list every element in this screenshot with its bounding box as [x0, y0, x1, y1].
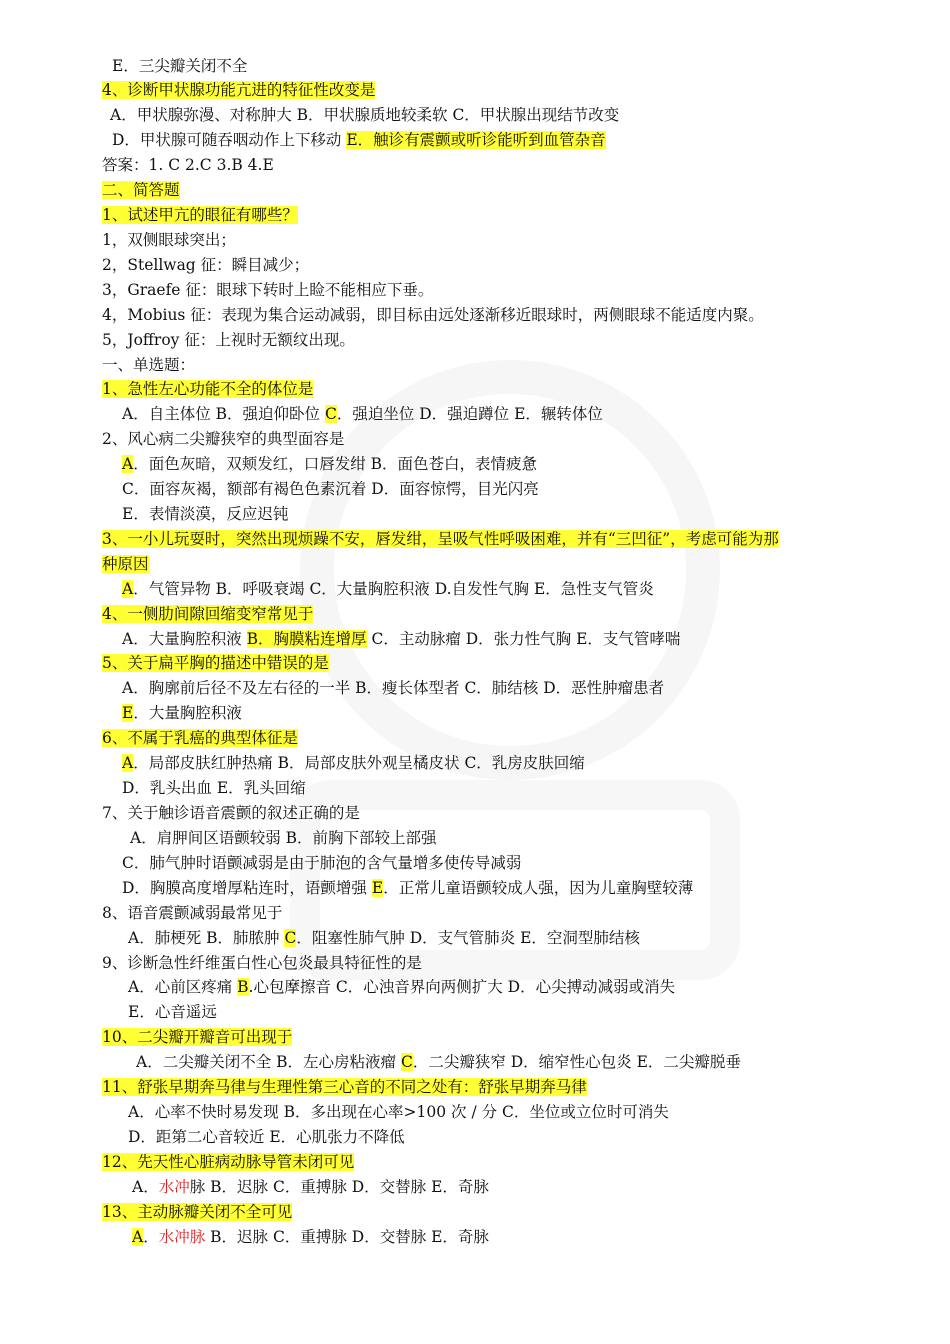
highlighted-text: 6、不属于乳癌的典型体征是 [102, 729, 298, 747]
text-line [102, 303, 764, 327]
text-segment: A． [132, 1178, 159, 1196]
text-line [102, 328, 355, 352]
text-segment: .心包摩擦音 C．心浊音界向两侧扩大 D．心尖搏动减弱或消失 [248, 978, 676, 996]
text-line [102, 527, 779, 551]
text-segment: C．肺气肿时语颤减弱是由于肺泡的含气量增多使传导减弱 [122, 854, 522, 872]
red-text: 水冲 [158, 1178, 190, 1196]
text-segment: ．局部皮肤红肿热痛 B．局部皮肤外观呈橘皮状 C．乳房皮肤回缩 [133, 754, 585, 772]
highlighted-text: A [122, 754, 134, 772]
text-segment: 答案：1. C 2.C 3.B 4.E [102, 156, 274, 174]
text-line [102, 1025, 292, 1049]
highlighted-text: E [371, 879, 384, 897]
text-line [122, 851, 521, 875]
text-line [132, 1225, 489, 1249]
text-segment: D．甲状腺可随吞咽动作上下移动 [112, 131, 347, 149]
text-segment: 一、单选题： [102, 356, 196, 374]
highlighted-text: 种原因 [102, 555, 149, 573]
text-segment: 4，Mobius 征：表现为集合运动减弱，即目标由远处逐渐移近眼球时，两侧眼球不能适度内聚。 [102, 306, 764, 324]
text-line [130, 826, 437, 850]
text-segment: A．肩胛间区语颤较弱 B．前胸下部较上部强 [130, 829, 437, 847]
text-segment: ．阻塞性肺气肿 D．支气管肺炎 E．空洞型肺结核 [296, 929, 640, 947]
text-line [102, 1200, 292, 1224]
text-line [112, 54, 247, 78]
text-line [102, 153, 274, 177]
highlighted-text: E．触诊有震颤或听诊能听到血管杂音 [346, 131, 606, 149]
text-line [128, 1000, 217, 1024]
highlighted-text: A [122, 580, 134, 598]
text-line [128, 975, 675, 999]
text-segment: A．胸廓前后径不及左右径的一半 B．瘦长体型者 C．肺结核 D．恶性肿瘤患者 [122, 679, 665, 697]
highlighted-text: 10、二尖瓣开瓣音可出现于 [102, 1028, 293, 1046]
text-segment: A．甲状腺弥漫、对称肿大 B．甲状腺质地较柔软 C．甲状腺出现结节改变 [110, 106, 620, 124]
text-line [122, 502, 288, 526]
text-segment: D．距第二心音较近 E．心肌张力不降低 [128, 1128, 405, 1146]
text-line [102, 602, 313, 626]
text-segment: 2、风心病二尖瓣狭窄的典型面容是 [102, 430, 345, 448]
highlighted-text: 4、一侧肋间隙回缩变窄常见于 [102, 605, 314, 623]
text-segment: ．二尖瓣狭窄 D．缩窄性心包炎 E．二尖瓣脱垂 [412, 1053, 741, 1071]
text-segment: E．心音遥远 [128, 1003, 217, 1021]
text-line [102, 552, 149, 576]
highlighted-text: 5、关于扁平胸的描述中错误的是 [102, 654, 329, 672]
text-segment: A．心前区疼痛 [128, 978, 238, 996]
highlighted-text: 11、舒张早期奔马律与生理性第三心音的不同之处有：舒张早期奔马律 [102, 1078, 587, 1096]
text-segment: A．二尖瓣关闭不全 B．左心房粘液瘤 [136, 1053, 401, 1071]
text-line [122, 452, 537, 476]
text-line [102, 377, 313, 401]
text-segment: 脉 B．迟脉 C．重搏脉 D．交替脉 E．奇脉 [189, 1178, 489, 1196]
text-segment: C．主动脉瘤 D．张力性气胸 E．支气管哮喘 [366, 630, 681, 648]
text-segment: A．自主体位 B．强迫仰卧位 [122, 405, 325, 423]
text-segment: A．肺梗死 B．肺脓肿 [128, 929, 285, 947]
highlighted-text: B．胸膜粘连增厚 [246, 630, 367, 648]
text-line [102, 901, 282, 925]
text-segment: E．表情淡漠，反应迟钝 [122, 505, 289, 523]
text-line [102, 178, 180, 202]
text-segment: ． [143, 1228, 159, 1246]
text-segment: D．胸膜高度增厚粘连时，语颤增强 [122, 879, 372, 897]
text-line [122, 627, 680, 651]
text-line [122, 876, 693, 900]
highlighted-text: 1、急性左心功能不全的体位是 [102, 380, 314, 398]
text-segment: ．面色灰暗，双颊发红，口唇发绀 B．面色苍白，表情疲惫 [133, 455, 538, 473]
text-segment: 2，Stellwag 征：瞬目减少； [102, 256, 310, 274]
text-line [102, 427, 344, 451]
text-line [102, 951, 422, 975]
text-line [128, 1100, 669, 1124]
text-segment: 3，Graefe 征：眼球下转时上睑不能相应下垂。 [102, 281, 434, 299]
text-line [122, 402, 603, 426]
text-segment: 7、关于触诊语音震颤的叙述正确的是 [102, 804, 360, 822]
text-segment: ．正常儿童语颤较成人强，因为儿童胸壁较薄 [383, 879, 694, 897]
text-line [136, 1050, 741, 1074]
text-line [122, 676, 664, 700]
text-line [122, 477, 539, 501]
highlighted-text: E [122, 704, 134, 722]
highlighted-text: B [237, 978, 249, 996]
text-line [102, 253, 309, 277]
text-line [122, 577, 654, 601]
text-line [102, 726, 298, 750]
text-segment: D．乳头出血 E．乳头回缩 [122, 779, 306, 797]
text-line [112, 128, 606, 152]
text-line [102, 651, 329, 675]
text-line [122, 776, 306, 800]
text-segment: 8、语音震颤减弱最常见于 [102, 904, 283, 922]
highlighted-text: 4、诊断甲状腺功能亢进的特征性改变是 [102, 81, 376, 99]
text-line [122, 701, 242, 725]
text-line [102, 278, 433, 302]
highlighted-text: A [122, 455, 134, 473]
text-segment: A．大量胸腔积液 [122, 630, 247, 648]
highlighted-text: C [324, 405, 337, 423]
text-segment: 1，双侧眼球突出； [102, 231, 236, 249]
text-line [102, 801, 360, 825]
highlighted-text: 13、主动脉瓣关闭不全可见 [102, 1203, 293, 1221]
highlighted-text: 1、试述甲亢的眼征有哪些？ [102, 206, 298, 224]
text-line [102, 203, 298, 227]
text-line [102, 1150, 354, 1174]
text-segment: A．心率不快时易发现 B．多出现在心率>100 次 / 分 C．坐位或立位时可消失 [128, 1103, 669, 1121]
text-line [102, 353, 195, 377]
highlighted-text: A [132, 1228, 144, 1246]
text-line [110, 103, 619, 127]
text-line [128, 1125, 405, 1149]
text-segment: B．迟脉 C．重搏脉 D．交替脉 E．奇脉 [205, 1228, 489, 1246]
text-line [122, 751, 585, 775]
text-line [102, 228, 236, 252]
text-segment: ．大量胸腔积液 [133, 704, 242, 722]
text-segment: 5，Joffroy 征：上视时无额纹出现。 [102, 331, 355, 349]
text-line [102, 1075, 587, 1099]
text-line [132, 1175, 489, 1199]
text-segment: E．三尖瓣关闭不全 [112, 57, 248, 75]
highlighted-text: 3、一小儿玩耍时，突然出现烦躁不安，唇发绀，呈吸气性呼吸困难，并有“三凹征”，考虑可能为那 [102, 530, 779, 548]
highlighted-text: C [400, 1053, 413, 1071]
text-segment: 9、诊断急性纤维蛋白性心包炎最具特征性的是 [102, 954, 422, 972]
text-segment: ．强迫坐位 D．强迫蹲位 E．辗转体位 [336, 405, 603, 423]
red-text: 水冲脉 [158, 1228, 206, 1246]
text-segment: C．面容灰褐，额部有褐色色素沉着 D．面容惊愕，目光闪亮 [122, 480, 539, 498]
highlighted-text: 12、先天性心脏病动脉导管未闭可见 [102, 1153, 355, 1171]
text-segment: ．气管异物 B．呼吸衰竭 C．大量胸腔积液 D.自发性气胸 E．急性支气管炎 [133, 580, 654, 598]
highlighted-text: C [284, 929, 297, 947]
text-line [128, 926, 640, 950]
text-line [102, 78, 375, 102]
highlighted-text: 二、简答题 [102, 181, 180, 199]
